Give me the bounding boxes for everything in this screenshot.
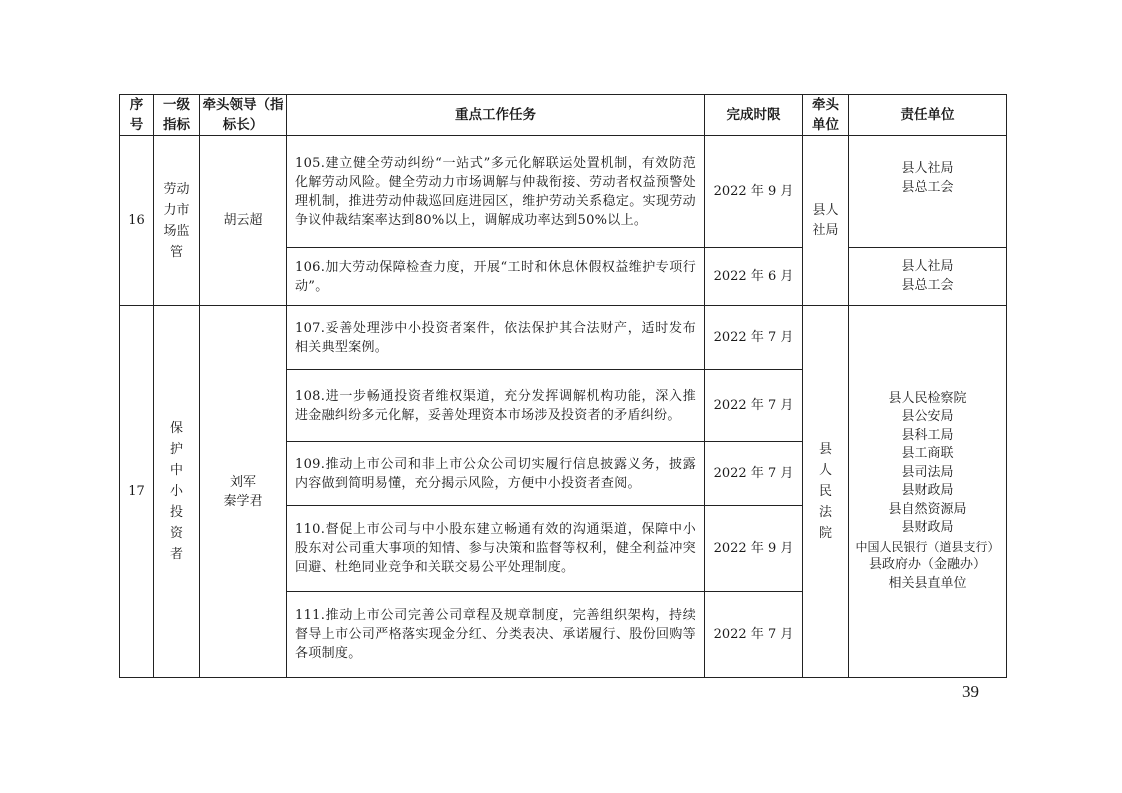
indicator-cell: 保护中小投资者 [154,306,200,678]
resp-unit: 县人社局 [901,161,954,176]
resp-unit: 县人社局 [901,259,954,274]
resp-units-cell [849,306,1007,678]
header-level1-indicator: 一级指标 [154,95,200,136]
deadline-cell: 2022 年 7 月 [705,370,803,442]
resp-unit: 县人民检察院 [888,390,967,406]
task-cell: 107.妥善处理涉中小投资者案件，依法保护其合法财产，适时发布相关典型案例。 [287,306,705,370]
deadline-cell: 2022 年 9 月 [705,136,803,248]
resp-unit: 县司法局 [901,464,954,480]
work-task-table [119,94,1007,678]
leader-cell: 胡云超 [200,136,287,306]
resp-units-cell [849,136,1007,248]
resp-unit: 县总工会 [901,277,954,293]
table-row [120,306,1007,370]
resp-unit: 县财政局 [901,483,954,499]
resp-units-cell [849,248,1007,306]
resp-unit: 县总工会 [901,179,954,195]
lead-unit-cell: 县人社局 [803,136,849,306]
task-cell: 110.督促上市公司与中小股东建立畅通有效的沟通渠道，保障中小股东对公司重大事项的知情、参与决策和监督等权利，健全利益冲突回避、杜绝同业竞争和关联交易公平处理制度。 [287,506,705,592]
header-key-task: 重点工作任务 [287,95,705,136]
header-lead-leader: 牵头领导（指标长） [200,95,287,136]
leader-cell [200,306,287,678]
leader-name: 秦学君 [223,493,263,509]
task-cell: 111.推动上市公司完善公司章程及规章制度，完善组织架构，持续督导上市公司严格落实现金分红、分类表决、承诺履行、股份回购等各项制度。 [287,592,705,678]
leader-name: 刘军 [229,474,256,490]
header-row [120,95,1007,136]
deadline-cell: 2022 年 7 月 [705,442,803,506]
resp-unit: 县公安局 [901,409,954,425]
resp-unit: 中国人民银行（道县支行） [855,539,1000,554]
deadline-cell: 2022 年 9 月 [705,506,803,592]
task-cell: 105.建立健全劳动纠纷“一站式”多元化解联运处置机制，有效防范化解劳动风险。健全劳动力市场调解与仲裁衔接、劳动者权益预警处理机制，推进劳动仲裁巡回庭进园区，维护劳动关系稳定。实现劳动争议仲裁结案率达到80%以上，调解成功率达到50%以上。 [287,136,705,248]
indicator-cell: 劳动力市场监管 [154,136,200,306]
page-number: 39 [962,682,979,701]
resp-unit: 县财政局 [901,520,954,536]
seq-cell: 17 [120,306,154,678]
header-responsible-units: 责任单位 [849,95,1007,136]
header-deadline: 完成时限 [705,95,803,136]
seq-cell: 16 [120,136,154,306]
deadline-cell: 2022 年 7 月 [705,592,803,678]
resp-unit: 相关县直单位 [888,575,967,591]
task-cell: 108.进一步畅通投资者维权渠道，充分发挥调解机构功能，深入推进金融纠纷多元化解，妥善处理资本市场涉及投资者的矛盾纠纷。 [287,370,705,442]
resp-unit: 县工商联 [901,446,954,462]
header-lead-unit: 牵头单位 [803,95,849,136]
deadline-cell: 2022 年 7 月 [705,306,803,370]
deadline-cell: 2022 年 6 月 [705,248,803,306]
table-row [120,136,1007,248]
header-seq: 序号 [120,95,154,136]
task-cell: 109.推动上市公司和非上市公众公司切实履行信息披露义务，披露内容做到简明易懂，充分揭示风险，方便中小投资者查阅。 [287,442,705,506]
lead-unit-cell: 县人民法院 [803,306,849,678]
resp-unit: 县政府办（金融办） [868,557,986,573]
task-cell: 106.加大劳动保障检查力度，开展“工时和休息休假权益维护专项行动”。 [287,248,705,306]
resp-unit: 县自然资源局 [888,501,967,517]
resp-unit: 县科工局 [901,427,954,443]
